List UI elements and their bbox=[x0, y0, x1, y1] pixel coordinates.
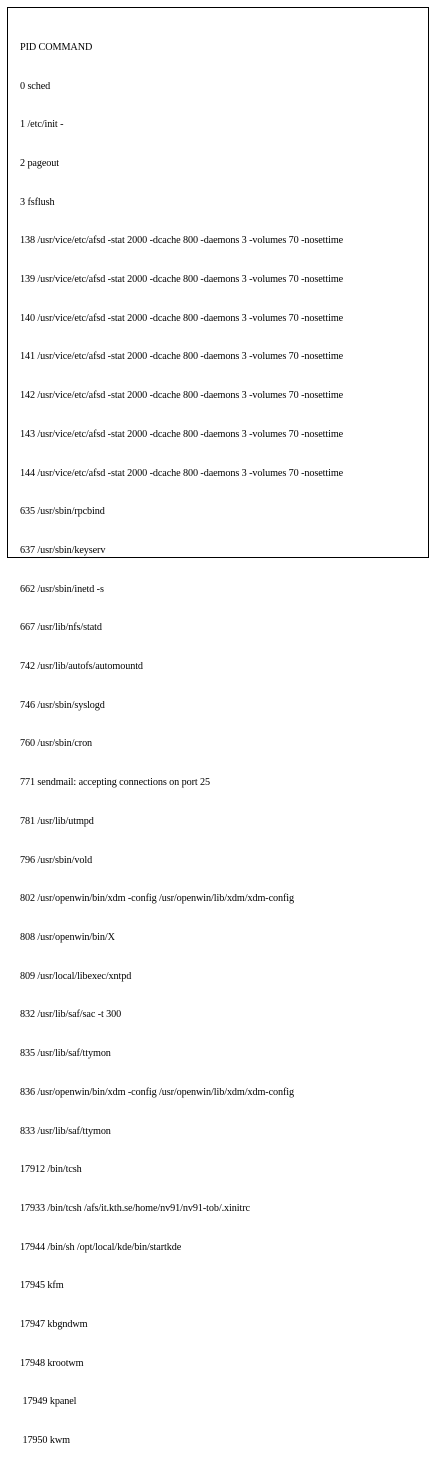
process-line: 1 /etc/init - bbox=[20, 119, 64, 131]
process-line: 141 /usr/vice/etc/afsd -stat 2000 -dcache 800 -daemons 3 -volumes 70 -nosettime bbox=[20, 351, 344, 363]
process-line: 17945 kfm bbox=[20, 1280, 64, 1292]
process-listing-frame bbox=[7, 7, 429, 1447]
process-line: 808 /usr/openwin/bin/X bbox=[20, 931, 115, 943]
process-line: 144 /usr/vice/etc/afsd -stat 2000 -dcache 800 -daemons 3 -volumes 70 -nosettime bbox=[20, 467, 344, 479]
process-line: 833 /usr/lib/saf/ttymon bbox=[20, 1125, 111, 1137]
process-line: 17933 /bin/tcsh /afs/it.kth.se/home/nv91/nv91-tob/.xinitrc bbox=[20, 1202, 250, 1214]
process-line: 796 /usr/sbin/vold bbox=[20, 854, 93, 866]
process-line: 667 /usr/lib/nfs/statd bbox=[20, 622, 102, 634]
process-line: 142 /usr/vice/etc/afsd -stat 2000 -dcache 800 -daemons 3 -volumes 70 -nosettime bbox=[20, 390, 344, 402]
process-line: 832 /usr/lib/saf/sac -t 300 bbox=[20, 1009, 122, 1021]
process-line: 140 /usr/vice/etc/afsd -stat 2000 -dcache 800 -daemons 3 -volumes 70 -nosettime bbox=[20, 312, 344, 324]
process-line: 17948 krootwm bbox=[20, 1357, 84, 1369]
process-line: 17912 /bin/tcsh bbox=[20, 1164, 82, 1176]
process-line: 139 /usr/vice/etc/afsd -stat 2000 -dcache 800 -daemons 3 -volumes 70 -nosettime bbox=[20, 274, 344, 286]
process-line: 746 /usr/sbin/syslogd bbox=[20, 699, 105, 711]
process-line: 760 /usr/sbin/cron bbox=[20, 738, 93, 750]
process-line: 637 /usr/sbin/keyserv bbox=[20, 544, 106, 556]
process-line: 771 sendmail: accepting connections on port 25 bbox=[20, 777, 211, 789]
process-line: 143 /usr/vice/etc/afsd -stat 2000 -dcache 800 -daemons 3 -volumes 70 -nosettime bbox=[20, 428, 344, 440]
process-line: 781 /usr/lib/utmpd bbox=[20, 815, 94, 827]
process-line: 635 /usr/sbin/rpcbind bbox=[20, 506, 105, 518]
process-line: 809 /usr/local/libexec/xntpd bbox=[20, 970, 132, 982]
process-line: 836 /usr/openwin/bin/xdm -config /usr/openwin/lib/xdm/xdm-config bbox=[20, 1086, 295, 1098]
process-line: 138 /usr/vice/etc/afsd -stat 2000 -dcache 800 -daemons 3 -volumes 70 -nosettime bbox=[20, 235, 344, 247]
process-line: 835 /usr/lib/saf/ttymon bbox=[20, 1048, 111, 1060]
listing-header: PID COMMAND bbox=[20, 41, 93, 53]
process-line: 3 fsflush bbox=[20, 196, 55, 208]
process-line: 17944 /bin/sh /opt/local/kde/bin/startkde bbox=[20, 1241, 182, 1253]
process-line: 17949 kpanel bbox=[20, 1396, 77, 1408]
process-line: 742 /usr/lib/autofs/automountd bbox=[20, 661, 143, 673]
process-line: 802 /usr/openwin/bin/xdm -config /usr/openwin/lib/xdm/xdm-config bbox=[20, 893, 295, 905]
process-line: 17950 kwm bbox=[20, 1435, 70, 1447]
process-line: 0 sched bbox=[20, 80, 51, 92]
process-listing bbox=[20, 16, 343, 1474]
process-line: 662 /usr/sbin/inetd -s bbox=[20, 583, 104, 595]
process-line: 17947 kbgndwm bbox=[20, 1319, 88, 1331]
process-line: 2 pageout bbox=[20, 157, 59, 169]
